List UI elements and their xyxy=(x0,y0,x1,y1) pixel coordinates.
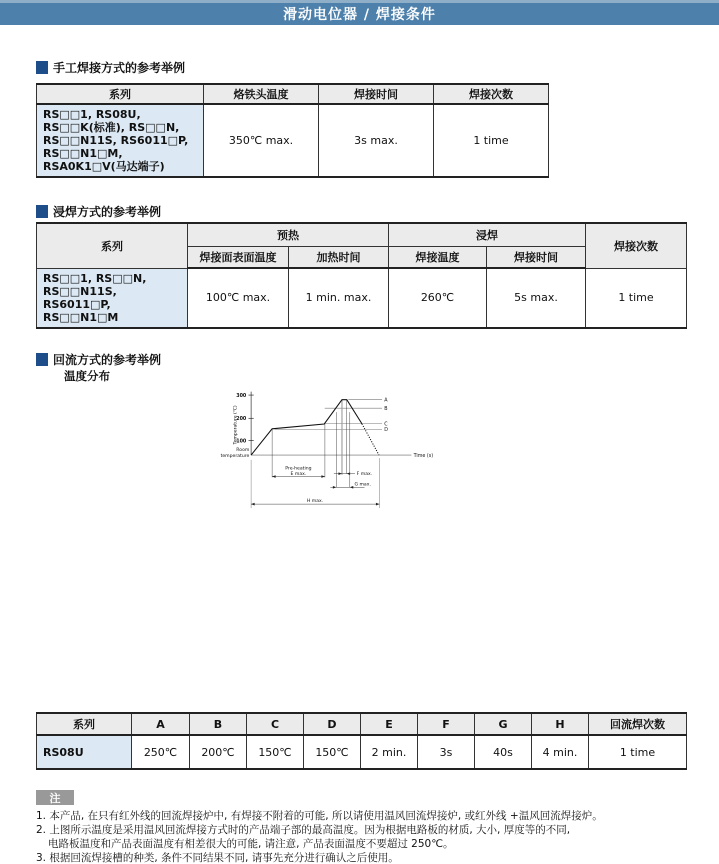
value-c: 150℃ xyxy=(247,735,304,769)
col-header-series: 系列 xyxy=(37,84,204,104)
tip-temperature-value: 350℃ max. xyxy=(204,104,319,177)
soldering-cycles-value: 1 time xyxy=(586,268,687,328)
room-temperature-label: temperature xyxy=(220,453,250,459)
table-row xyxy=(37,104,549,177)
y-tick-label-200: 200 xyxy=(236,417,247,423)
note-item-2-continued: 电路板温度和产品表面温度有相差很大的可能, 请注意, 产品表面温度不要超过 250℃。 xyxy=(48,838,454,850)
value-b: 200℃ xyxy=(190,735,247,769)
section-heading-reflow-soldering xyxy=(36,351,161,368)
section-heading-text: 手工焊接方式的参考举例 xyxy=(53,61,186,75)
arrow-icon xyxy=(251,503,255,506)
table-header-row xyxy=(37,713,687,735)
col-header-d: D xyxy=(304,713,361,735)
section-bullet-icon xyxy=(36,61,48,74)
col-header-surface-temperature: 焊接面表面温度 xyxy=(188,246,289,268)
y-axis-label: Temperature (℃) xyxy=(233,405,239,445)
value-g: 40s xyxy=(475,735,532,769)
series-line: RSA0K1□V(马达端子) xyxy=(43,160,165,173)
col-header-soldering-temperature: 焊接温度 xyxy=(389,246,487,268)
note-badge: 注 xyxy=(36,790,74,805)
series-line: RS□□K(标准), RS□□N, xyxy=(43,121,180,134)
section-heading-text: 回流方式的参考举例 xyxy=(53,353,162,367)
series-line: RS□□N11S, RS6011□P, xyxy=(43,134,189,147)
manual-soldering-table xyxy=(36,83,549,178)
col-header-soldering-time: 焊接时间 xyxy=(487,246,586,268)
series-cell xyxy=(37,104,204,177)
series-line: RS□□N1□M xyxy=(43,310,119,324)
reference-label-a: A xyxy=(384,398,388,404)
arrow-icon xyxy=(272,475,276,478)
value-h: 4 min. xyxy=(532,735,589,769)
reference-label-d: D xyxy=(384,428,388,434)
notes-block xyxy=(36,809,696,864)
series-line: RS□□1, RS□□N, xyxy=(43,271,147,285)
col-header-c: C xyxy=(247,713,304,735)
group-header-dip: 浸焊 xyxy=(389,223,586,246)
series-line: RS□□N1□M, xyxy=(43,147,123,160)
section-bullet-icon xyxy=(36,353,48,366)
reference-label-b: B xyxy=(384,406,388,412)
note-item-2: 2. 上图所示温度是采用温风回流焊接方式时的产品端子部的最高温度。因为根据电路板的材质, 大小, 厚度等的不同, xyxy=(36,824,571,836)
dip-soldering-table xyxy=(36,222,687,329)
temperature-profile-cooling-dashed xyxy=(362,424,379,455)
h-max-label: H max. xyxy=(306,498,324,504)
arrow-icon xyxy=(321,475,325,478)
col-header-soldering-time: 焊接时间 xyxy=(319,84,434,104)
note-item-1: 1. 本产品, 在只有红外线的回流焊接炉中, 有焊接不附着的可能, 所以请使用温风回流焊接炉, 或红外线 +温风回流焊接炉。 xyxy=(36,810,603,822)
series-line: RS□□1, RS08U, xyxy=(43,108,141,121)
y-tick-label-300: 300 xyxy=(236,393,247,399)
group-header-preheat: 预热 xyxy=(188,223,389,246)
section-bullet-icon xyxy=(36,205,48,218)
col-header-heating-time: 加热时间 xyxy=(289,246,389,268)
col-header-e: E xyxy=(361,713,418,735)
soldering-temperature-value: 260℃ xyxy=(389,268,487,328)
soldering-time-value: 3s max. xyxy=(319,104,434,177)
arrow-icon xyxy=(376,503,380,506)
room-temperature-label: Room xyxy=(236,448,250,454)
reference-label-c: C xyxy=(384,422,388,428)
e-max-label: E max. xyxy=(290,472,307,478)
series-cell xyxy=(37,268,188,328)
reflow-parameters-table xyxy=(36,712,687,770)
x-axis-label: Time (s) xyxy=(413,453,434,459)
page-header-bar xyxy=(0,0,719,25)
value-a: 250℃ xyxy=(132,735,190,769)
section-heading-text: 浸焊方式的参考举例 xyxy=(53,205,162,219)
col-header-series: 系列 xyxy=(37,713,132,735)
table-group-header-row xyxy=(37,223,687,246)
page-title: 滑动电位器 / 焊接条件 xyxy=(283,7,436,23)
col-header-a: A xyxy=(132,713,190,735)
col-header-b: B xyxy=(190,713,247,735)
header-bar xyxy=(0,3,719,25)
arrow-icon xyxy=(350,486,354,489)
series-cell: RS08U xyxy=(37,735,132,769)
value-f: 3s xyxy=(418,735,475,769)
preheating-label: Pre-heating xyxy=(285,466,312,472)
table-row xyxy=(37,735,687,769)
col-header-g: G xyxy=(475,713,532,735)
section-heading-dip-soldering xyxy=(36,203,161,220)
soldering-time-value: 5s max. xyxy=(487,268,586,328)
col-header-soldering-cycles: 焊接次数 xyxy=(586,223,687,268)
note-item-3: 3. 根据回流焊接槽的种类, 条件不同结果不同, 请事先充分进行确认之后使用。 xyxy=(36,852,399,864)
col-header-series: 系列 xyxy=(37,223,188,268)
col-header-reflow-cycles: 回流焊次数 xyxy=(589,713,687,735)
col-header-h: H xyxy=(532,713,589,735)
arrow-icon xyxy=(333,486,337,489)
table-header-row xyxy=(37,84,549,104)
value-d: 150℃ xyxy=(304,735,361,769)
f-max-label: F max. xyxy=(356,472,373,478)
col-header-f: F xyxy=(418,713,475,735)
col-header-soldering-cycles: 焊接次数 xyxy=(434,84,549,104)
g-max-label: G max. xyxy=(354,482,371,488)
col-header-tip-temperature: 烙铁头温度 xyxy=(204,84,319,104)
value-reflow-cycles: 1 time xyxy=(589,735,687,769)
table-row xyxy=(37,268,687,328)
section-heading-manual-soldering xyxy=(36,59,185,76)
value-e: 2 min. xyxy=(361,735,418,769)
chart-title: 温度分布 xyxy=(64,369,110,383)
arrow-icon xyxy=(347,472,351,475)
series-line: RS□□N11S, RS6011□P, xyxy=(43,284,117,311)
heating-time-value: 1 min. max. xyxy=(289,268,389,328)
soldering-cycles-value: 1 time xyxy=(434,104,549,177)
surface-temperature-value: 100℃ max. xyxy=(188,268,289,328)
temperature-profile-chart xyxy=(0,385,719,685)
y-tick-label-100: 100 xyxy=(236,439,247,445)
